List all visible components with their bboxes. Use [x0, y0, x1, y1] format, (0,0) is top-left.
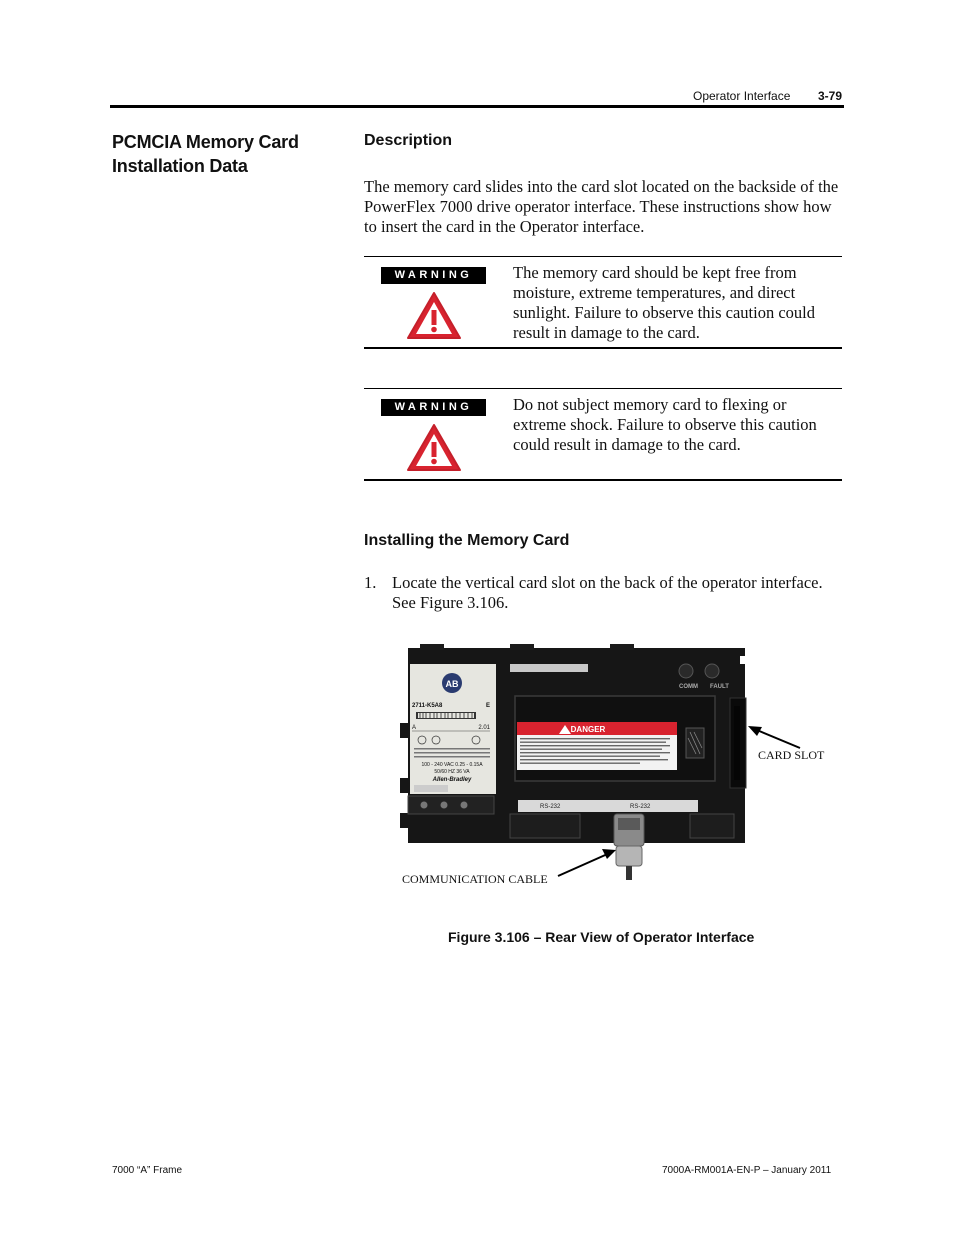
step-text: Locate the vertical card slot on the back of the operator interface. See Figure 3.106.	[392, 573, 823, 612]
rs232-right-label: RS-232	[630, 804, 651, 810]
description-heading: Description	[364, 132, 453, 149]
warning-box-1	[364, 256, 842, 349]
comm-indicator-label: COMM	[679, 684, 698, 690]
danger-label: DANGER	[570, 725, 606, 734]
brand-label: Allen-Bradley	[432, 777, 472, 783]
step-number: 1.	[364, 573, 377, 592]
page-number: 3-79	[818, 89, 843, 103]
card-slot-callout: CARD SLOT	[758, 748, 825, 762]
warning-triangle-icon	[406, 422, 462, 472]
warning-text: Do not subject memory card to flexing or extreme shock. Failure to observe this caution could result in damage to the card.	[513, 395, 817, 454]
warning-triangle-icon	[406, 290, 462, 340]
warning-label: WARNING	[381, 399, 486, 416]
voltage-label: 100 - 240 VAC 0.25 - 0.15A	[421, 762, 483, 768]
warning-box-2	[364, 388, 842, 481]
running-header-section: Operator Interface	[693, 89, 791, 103]
installing-heading: Installing the Memory Card	[364, 532, 570, 549]
model-label: 2711-K5A8	[412, 703, 443, 709]
frequency-label: 50/60 HZ 36 VA	[434, 769, 470, 775]
section-title: PCMCIA Memory Card Installation Data	[112, 132, 299, 176]
figure-caption: Figure 3.106 – Rear View of Operator Interface	[448, 929, 755, 945]
fault-indicator-label: FAULT	[710, 684, 729, 690]
warning-label: WARNING	[381, 267, 486, 284]
footer-left: 7000 “A” Frame	[112, 1165, 183, 1176]
ab-logo: AB	[445, 679, 459, 689]
series-label: E	[485, 703, 490, 709]
communication-cable-callout: COMMUNICATION CABLE	[402, 872, 548, 886]
warning-text: The memory card should be kept free from moisture, extreme temperatures, and direct sunlight. Failure to observe this caution could result in damage to the card.	[513, 263, 815, 342]
rev-label: A	[412, 725, 417, 731]
footer-right: 7000A-RM001A-EN-P – January 2011	[662, 1165, 832, 1176]
firmware-label: 2.01	[478, 725, 490, 731]
header-rule	[110, 105, 844, 108]
rs232-left-label: RS-232	[540, 804, 561, 810]
description-paragraph: The memory card slides into the card slot located on the backside of the PowerFlex 7000 drive operator interface. These instructions show how to insert the card in the Operator interface.	[364, 177, 839, 236]
